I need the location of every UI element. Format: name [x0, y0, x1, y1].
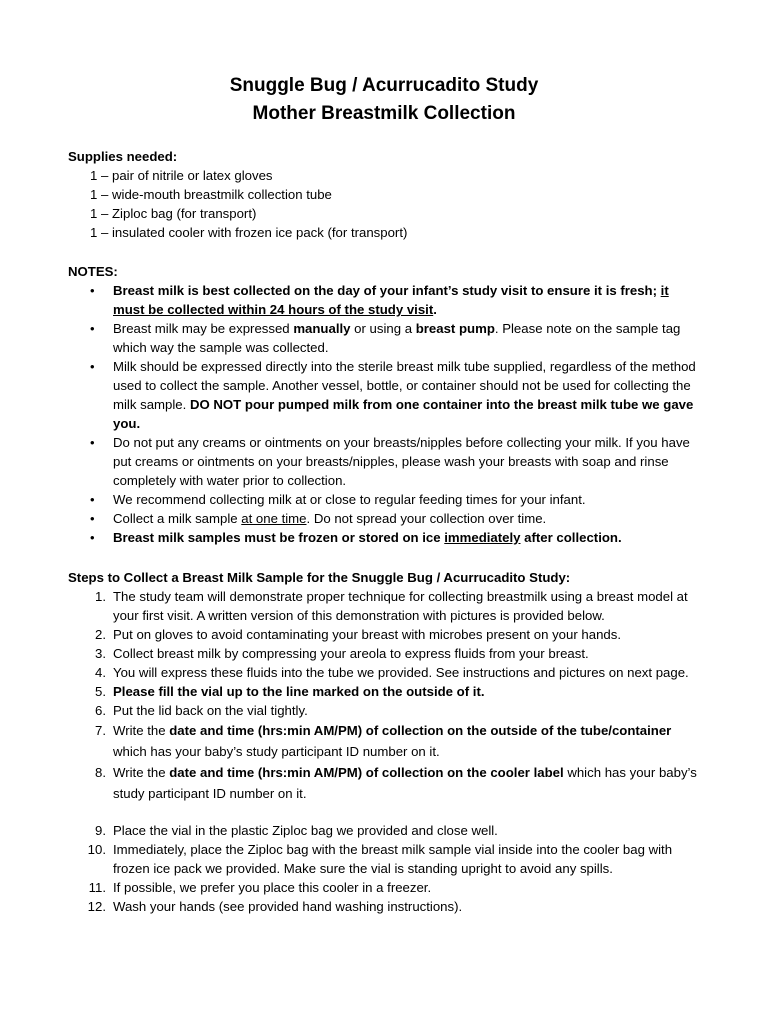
supply-item: 1 – insulated cooler with frozen ice pack (for transport)	[90, 225, 408, 240]
note-text: . Please note on the sample tag which way the sample was collected.	[113, 321, 681, 355]
step-item	[82, 762, 702, 804]
supplies-heading: Supplies needed:	[68, 149, 178, 164]
note-bold-text: Breast milk is best collected on the day of your infant’s study visit to ensure it is fresh;	[113, 283, 661, 298]
step-text: The study team will demonstrate proper technique for collecting breastmilk using a breast model at your first visit. A written version of this demonstration with pictures is provided below.	[113, 589, 688, 623]
step-text: You will express these fluids into the tube we provided. See instructions and pictures on next page.	[113, 665, 689, 680]
step-bold-text: Please fill the vial up to the line marked on the outside of it.	[113, 684, 485, 699]
steps-heading: Steps to Collect a Breast Milk Sample for the Snuggle Bug / Acurrucadito Study:	[68, 570, 571, 585]
supply-item: 1 – Ziploc bag (for transport)	[90, 206, 257, 221]
note-underlined-text: it must be collected within 24 hours of the study visit	[113, 283, 669, 317]
step-item	[82, 878, 702, 897]
step-number: 5.	[95, 684, 106, 699]
note-text: Breast milk may be expressed	[113, 321, 294, 336]
step-number: 8.	[95, 765, 106, 780]
document-title: Snuggle Bug / Acurrucadito Study	[229, 75, 539, 96]
step-text: Put the lid back on the vial tightly.	[113, 703, 308, 718]
step-item	[82, 840, 702, 878]
step-item	[82, 663, 702, 682]
step-bold-text: date and time (hrs:min AM/PM) of collection on the outside of the tube/container	[169, 723, 672, 738]
step-text: Put on gloves to avoid contaminating your breast with microbes present on your hands.	[113, 627, 622, 642]
note-item	[90, 319, 702, 357]
note-text: . Do not spread your collection over time.	[306, 511, 547, 526]
step-number: 2.	[95, 627, 106, 642]
note-underlined-text: immediately	[444, 530, 521, 545]
step-text: Wash your hands (see provided hand washing instructions).	[113, 899, 463, 914]
note-item	[90, 528, 702, 547]
step-item	[82, 682, 702, 701]
step-text: If possible, we prefer you place this cooler in a freezer.	[113, 880, 432, 895]
notes-heading: NOTES:	[68, 264, 118, 279]
step-item	[82, 587, 702, 625]
note-text: Milk should be expressed directly into the sterile breast milk tube supplied, regardless of the method used to collect the sample. Another vessel, bottle, or container should not be used for collecting the milk sample.	[113, 359, 696, 412]
document-subtitle: Mother Breastmilk Collection	[252, 103, 516, 124]
step-number: 11.	[88, 880, 106, 895]
step-number: 12.	[87, 899, 106, 914]
note-bold-text: .	[433, 302, 437, 317]
note-bold-text: after collection.	[520, 530, 622, 545]
step-text: which has your baby’s study participant ID number on it.	[113, 744, 440, 759]
step-text: Place the vial in the plastic Ziploc bag we provided and close well.	[113, 823, 498, 838]
step-text: Collect breast milk by compressing your areola to express fluids from your breast.	[113, 646, 589, 661]
supply-item: 1 – pair of nitrile or latex gloves	[90, 168, 273, 183]
step-number: 1.	[95, 589, 106, 604]
step-number: 9.	[95, 823, 106, 838]
step-item	[82, 897, 702, 916]
note-item	[90, 509, 702, 528]
step-item	[82, 821, 702, 840]
step-text: Write the	[113, 765, 170, 780]
note-bold-text: breast pump	[415, 321, 495, 336]
note-item	[90, 357, 702, 433]
supply-item: 1 – wide-mouth breastmilk collection tube	[90, 187, 332, 202]
supplies-list	[90, 166, 407, 242]
step-number: 10.	[87, 842, 106, 857]
step-text: which has your baby’s study participant ID number on it.	[113, 765, 697, 801]
step-item	[82, 701, 702, 720]
step-number: 4.	[95, 665, 106, 680]
step-item	[82, 625, 702, 644]
step-item	[82, 644, 702, 663]
step-bold-text: date and time (hrs:min AM/PM) of collection on the cooler label	[169, 765, 564, 780]
step-item	[82, 720, 702, 762]
note-underlined-text: at one time	[241, 511, 307, 526]
note-item: • Do not put any creams or ointments on your breasts/nipples before collecting your milk. If you have put creams or ointments on your breasts/nipples, please wash your breasts with soap and rinse completely with water prior to collection.	[90, 433, 702, 490]
step-number: 7.	[95, 723, 106, 738]
notes-list	[90, 281, 702, 547]
note-bold-text: manually	[293, 321, 351, 336]
steps-list	[82, 587, 702, 916]
step-text: Immediately, place the Ziploc bag with the breast milk sample vial inside into the cooler bag with frozen ice pack we provided. Make sure the vial is standing upright to avoid any spills.	[113, 842, 673, 876]
note-item	[90, 281, 702, 319]
step-number: 3.	[95, 646, 106, 661]
note-bold-text: DO NOT pour pumped milk from one container into the breast milk tube we gave you.	[113, 397, 694, 431]
note-text: Collect a milk sample	[113, 511, 242, 526]
step-number: 6.	[95, 703, 106, 718]
note-bold-text: Breast milk samples must be frozen or stored on ice	[113, 530, 445, 545]
step-text: Write the	[113, 723, 170, 738]
note-item: • We recommend collecting milk at or close to regular feeding times for your infant.	[90, 490, 702, 509]
note-text: or using a	[350, 321, 416, 336]
